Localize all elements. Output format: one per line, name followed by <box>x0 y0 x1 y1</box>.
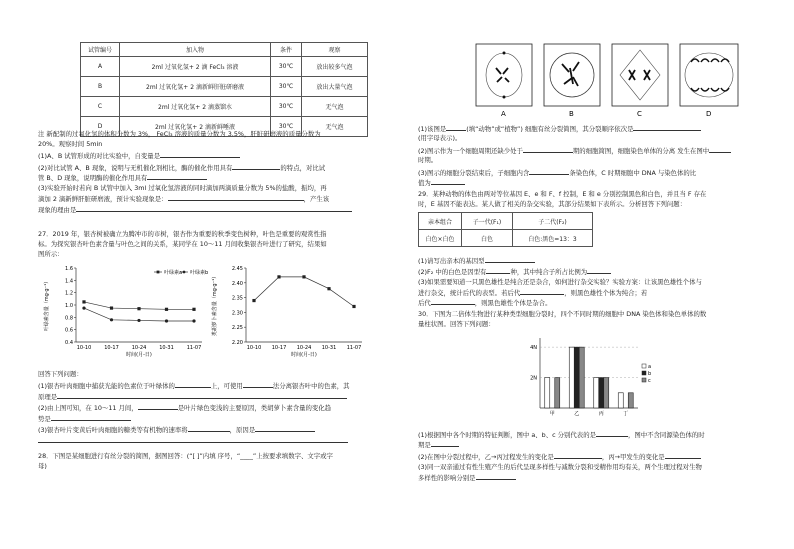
question-line <box>418 146 731 155</box>
legend-label: 叶绿素a <box>164 270 183 276</box>
question-line <box>418 178 465 187</box>
question-text: 滴加 2 滴新鲜肝脏研磨液，预计实验现象是： <box>38 195 168 203</box>
answer-blank[interactable] <box>168 194 304 201</box>
question-text: ，丙→甲发生的变化是 <box>601 453 665 461</box>
answer-blank[interactable] <box>529 168 569 175</box>
q29-intro: 时，E 基因不能表达。某人做了相关的杂交实验，其部分结果如下表所示。分析回答下列问题： <box>418 200 687 208</box>
bar <box>555 378 560 408</box>
question-line <box>418 168 696 177</box>
y-tick-label: 2.40 <box>231 280 243 287</box>
table-row <box>81 97 368 117</box>
chromosomes <box>496 68 509 82</box>
question-line <box>38 151 240 160</box>
answer-blank[interactable] <box>175 381 211 388</box>
question-text: (2)由上图可知，在 10～11 月间， <box>38 404 138 412</box>
y-axis-label: 叶绿素含量（mg·g⁻¹） <box>44 278 50 332</box>
question-text: 是叶片绿色变浅的主要原因，类胡萝卜素含量的变化趋 <box>177 404 332 412</box>
figure-label-b: B <box>569 110 574 118</box>
question-text: (1)根据图中各个时期的特征判断，图中 a、b、c 分别代表的是 <box>418 431 596 439</box>
x-tick-label: 10-31 <box>321 345 337 351</box>
answer-blank[interactable] <box>446 124 466 131</box>
question-text: (2)在图中分裂过程中，乙→丙过程发生的变化是 <box>418 453 554 461</box>
chromosomes <box>691 59 729 91</box>
question-text: (3)图示的细胞分裂结束后，子细胞内含 <box>418 169 530 177</box>
answer-blank[interactable] <box>76 205 352 212</box>
figure-label-a: A <box>501 110 506 118</box>
question-text: (3)银杏叶片变黄后叶肉细胞的糖类等有机物的速率将 <box>38 426 188 434</box>
question-line <box>38 194 329 203</box>
table-cell: 放出大量气泡 <box>302 77 368 97</box>
question-line <box>38 392 347 401</box>
data-point <box>110 318 113 321</box>
note-line: 20%。观察时间 5min <box>38 140 103 148</box>
x-tick-label: 11-07 <box>186 345 202 351</box>
q29-intro: 29．某种动物的体色由两对等位基因 E、e 和 F、f 控制，E 和 e 分别控制黑色和白色，并且当 F 存在 <box>418 190 707 198</box>
cell-c <box>612 44 668 106</box>
table-header: 子二代(F₂) <box>513 213 593 230</box>
table-row <box>81 77 368 97</box>
answer-blank[interactable] <box>665 452 701 459</box>
x-tick-label: 10-31 <box>159 345 174 351</box>
question-text: 后代 <box>418 299 431 307</box>
chlorophyll-line-chart <box>42 262 210 366</box>
question-line: (3)如果需要知道一只黑色雄性是纯合还是杂合，如何进行杂交实验？实验方案：让该黑色雄性个体与 <box>418 278 702 286</box>
x-tick-label: 10-10 <box>246 345 262 351</box>
cross-result-table <box>418 212 593 247</box>
bar <box>599 378 604 408</box>
table-cell: 2ml 过氧化氢+ 2 滴新鲜肝脏研磨液 <box>120 77 271 97</box>
answer-blank[interactable] <box>38 436 348 443</box>
answer-blank[interactable] <box>633 124 701 131</box>
answer-blank[interactable] <box>520 288 564 295</box>
bar <box>618 393 623 408</box>
table-row <box>419 230 593 247</box>
data-point <box>302 275 305 278</box>
table-header: 亲本组合 <box>419 213 462 230</box>
y-tick-label: 1.4 <box>65 278 73 285</box>
table-cell: 无气泡 <box>302 97 368 117</box>
answer-blank[interactable] <box>147 173 207 180</box>
answer-blank[interactable] <box>431 178 465 185</box>
bar <box>604 378 609 408</box>
bar <box>579 347 584 408</box>
question-line: (3)实验开始时若向 B 试管中加入 3ml 过氧化氢溶液的同时滴加两滴质量分数为 5%的盐酸，振均，再 <box>38 184 327 192</box>
legend-swatch <box>642 378 646 382</box>
table-cell: D <box>81 117 120 137</box>
q28-intro: 28．下图是某细胞进行有丝分裂的简图，据图回答：(“[ ]”内填 序号，“____”上按要求填数字、文字或字 <box>38 452 333 460</box>
question-line <box>418 430 705 439</box>
question-line <box>418 452 701 461</box>
chromosomes <box>629 70 650 80</box>
legend-marker <box>183 271 186 274</box>
legend-swatch <box>642 364 646 368</box>
answer-blank[interactable] <box>51 414 131 421</box>
table-cell: 30℃ <box>271 97 302 117</box>
cell-d <box>680 44 738 106</box>
left-column <box>38 0 378 549</box>
question-line <box>418 473 516 482</box>
chromosomes <box>562 62 579 86</box>
x-tick-label: 10-17 <box>271 345 287 351</box>
question-line <box>38 414 131 423</box>
question-line <box>418 288 647 297</box>
x-tick-label: 10-24 <box>131 345 147 351</box>
question-text: 势是 <box>38 415 51 423</box>
carotenoid-line-chart <box>210 262 370 366</box>
data-point <box>192 319 195 322</box>
y-tick-label: 2.30 <box>231 310 243 317</box>
bar <box>545 378 550 408</box>
question-text: 多样性的影响分别是 <box>418 474 476 482</box>
answer-blank[interactable] <box>587 267 611 274</box>
question-text: 条染色体，C 时期细胞中 DNA 与染色体的比 <box>569 169 697 177</box>
series-line <box>254 277 354 307</box>
y-tick-label: 2.35 <box>231 295 243 302</box>
table-cell: 2ml 过氧化氢+ 2 滴新鲜唾液 <box>120 117 271 137</box>
table-header: 试管编号 <box>81 43 120 57</box>
y-tick-label: 1.0 <box>65 303 73 309</box>
question-text: (2)F₂ 中的白色是因型有 <box>418 268 487 276</box>
figure-label-d: D <box>706 110 712 118</box>
data-point <box>327 287 330 290</box>
y-tick-label: 4N <box>530 345 537 352</box>
question-line <box>418 440 459 449</box>
question-text: 法分离银杏叶中的色素，其 <box>272 382 350 390</box>
question-text: 管 B、D 现象，说明酶的催化作用具有 <box>38 174 148 182</box>
cell-wall <box>612 44 668 106</box>
table-header: 子一代(F₁) <box>462 213 513 230</box>
answer-blank[interactable] <box>431 440 459 447</box>
answer-blank[interactable] <box>596 430 628 437</box>
question-text: 现象的理由是 <box>38 206 77 214</box>
spindle <box>486 53 522 97</box>
question-text: 的特点，对比试 <box>280 164 326 172</box>
question-line: (3)同一双亲通过有性生殖产生的后代呈现多样性与减数分裂和受精作用均有关，两个生理过程对生物 <box>418 463 702 471</box>
x-tick-label: 丁 <box>623 411 629 417</box>
question-text: 进行杂交，统计后代的表型。若后代 <box>418 289 521 297</box>
note-line: 注 新配制的过氧化氢的体积分数为 3%， FeCl₃ 溶液的质量分数为 3.5%，肝脏研磨液的质量分数为 <box>38 130 321 138</box>
y-tick-label: 0.8 <box>65 315 73 322</box>
answer-blank[interactable] <box>554 452 602 459</box>
dna-chromosome-bar-chart <box>518 332 658 422</box>
question-text: (1)该图是 <box>418 125 447 133</box>
table-cell: 白色×白色 <box>419 230 462 247</box>
table-row <box>81 57 368 77</box>
table-cell: 30℃ <box>271 57 302 77</box>
question-text: (2)对比试管 A、B 现象，说明与无机催化剂相比，酶的催化作用具有 <box>38 164 233 172</box>
y-tick-label: 1.2 <box>65 290 73 297</box>
question-text: ，则黑色雄性个体是杂合。 <box>474 299 552 307</box>
question-text: (填“动物”或“植物”) 细胞有丝分裂简图，其分裂顺序依次是 <box>466 125 634 133</box>
question-text: ，产生该 <box>303 195 330 203</box>
question-text: (1)银杏叶肉细胞中捕获光能的色素位于叶绿体的 <box>38 382 175 390</box>
table-header: 加入物 <box>120 43 271 57</box>
question-text: (1)A、B 试管形成的对比实验中，自变量是 <box>38 152 161 160</box>
answer-blank[interactable] <box>476 473 516 480</box>
table-header: 观察 <box>302 43 368 57</box>
mitosis-figure <box>474 42 744 118</box>
pole <box>503 96 506 99</box>
question-text: 期的细胞简图，细胞染色单体的分离 发生在图中 <box>572 147 710 155</box>
y-tick-label: 2.25 <box>231 325 243 332</box>
answer-blank[interactable] <box>709 146 731 153</box>
question-text: (2)图示作为一个细胞周期还缺少处于 <box>418 147 523 155</box>
figure-label-c: C <box>637 110 642 118</box>
table-cell: 白色:黑色=13：3 <box>513 230 593 247</box>
question-line <box>418 298 551 307</box>
table-cell: 放出较多气泡 <box>302 57 368 77</box>
data-point <box>277 275 280 278</box>
q28-intro: 母) <box>38 462 47 470</box>
cell-b <box>544 44 600 106</box>
answer-blank[interactable] <box>486 267 510 274</box>
question-text: 种，其中纯合子所占比例为 <box>510 268 588 276</box>
x-tick-label: 10-17 <box>104 345 119 351</box>
x-tick-label: 乙 <box>574 411 580 417</box>
answer-blank[interactable] <box>138 403 178 410</box>
x-axis-label: 时间(月-日) <box>291 352 317 358</box>
q27-answer-intro: 回答下列问题： <box>38 370 83 378</box>
bar <box>574 347 579 408</box>
q27-intro: 27．2019 年，银杏树被确立为腾冲市的市树，银杏作为重要的秋季变色树种，叶色是重要的观赏性指 <box>38 230 327 238</box>
table-cell: 2ml 过氧化氢+ 2 滴 FeCl₃ 溶液 <box>120 57 271 77</box>
table-cell: 30℃ <box>271 77 302 97</box>
table-header: 条件 <box>271 43 302 57</box>
question-line <box>38 173 207 182</box>
legend-label: b <box>648 371 652 377</box>
legend-label: a <box>648 364 652 370</box>
question-text: 上，可使用 <box>210 382 243 390</box>
data-point <box>165 308 168 311</box>
enzyme-experiment-table <box>80 42 368 137</box>
question-line <box>38 381 350 390</box>
answer-blank[interactable] <box>160 151 240 158</box>
answer-blank[interactable] <box>485 256 535 263</box>
q30-intro: 量柱状图。回答下列问题： <box>418 320 495 328</box>
question-text: 原理是 <box>38 393 58 401</box>
question-text: ，则黑色雄性个体为纯合；若 <box>564 289 648 297</box>
question-text: ，原因是 <box>229 426 256 434</box>
data-point <box>165 319 168 322</box>
q27-intro: 图所示： <box>38 250 64 258</box>
table-header-row <box>81 43 368 57</box>
legend-swatch <box>642 371 646 375</box>
legend-marker <box>157 271 160 274</box>
table-header-row <box>419 213 593 230</box>
question-line: 时期。 <box>418 156 438 164</box>
question-line <box>38 425 315 434</box>
x-tick-label: 甲 <box>549 411 555 417</box>
y-tick-label: 0.4 <box>65 340 73 346</box>
legend-label: 叶绿素b <box>190 270 209 276</box>
data-point <box>137 307 140 310</box>
bar <box>594 378 599 408</box>
question-line <box>418 256 535 265</box>
y-axis-label: 类胡萝卜素含量（mg·g⁻¹） <box>212 273 218 337</box>
pole <box>503 52 506 55</box>
question-text: 期是 <box>418 441 431 449</box>
answer-blank[interactable] <box>243 381 273 388</box>
question-line <box>38 436 348 445</box>
question-line: (用字母表示)。 <box>418 134 462 142</box>
table-cell: 白色 <box>462 230 513 247</box>
x-tick-label: 丙 <box>598 411 604 417</box>
x-tick-label: 11-07 <box>346 345 362 351</box>
y-tick-label: 1.6 <box>65 266 73 272</box>
answer-blank[interactable] <box>188 425 230 432</box>
table-cell: 无气泡 <box>302 117 368 137</box>
x-tick-label: 10-10 <box>76 345 92 351</box>
data-point <box>110 306 113 309</box>
x-axis-label: 时间(月-日) <box>126 352 152 358</box>
data-point <box>137 319 140 322</box>
x-tick-label: 10-24 <box>296 345 312 351</box>
y-tick-label: 2.20 <box>231 340 243 346</box>
answer-blank[interactable] <box>255 425 315 432</box>
legend-label: c <box>648 378 651 384</box>
table-cell: 30℃ <box>271 117 302 137</box>
question-line <box>38 163 325 172</box>
table-cell: A <box>81 57 120 77</box>
question-text: ，图中不含同源染色体的时 <box>627 431 705 439</box>
question-text: (1)请写出亲本的基因型 <box>418 257 485 265</box>
y-tick-label: 2.45 <box>231 266 243 272</box>
question-line <box>38 205 352 214</box>
table-cell: 2ml 过氧化氢+ 2 滴蒸馏水 <box>120 97 271 117</box>
question-text: 值为 <box>418 179 431 187</box>
table-cell: B <box>81 77 120 97</box>
data-point <box>192 308 195 311</box>
cell-a <box>476 44 532 106</box>
table-cell: C <box>81 97 120 117</box>
bar <box>628 393 633 408</box>
bar <box>569 347 574 408</box>
data-point <box>82 306 85 309</box>
q27-intro: 标。为探究银杏叶色素含量与叶色之间的关系，某同学在 10～11 月间收集银杏叶进行了研究，结果如 <box>38 240 327 248</box>
q30-intro: 30．下图为二倍体生物进行某种类型细胞分裂时，四个不同时期的细胞中 DNA 染色体和染色单体的数 <box>418 310 707 318</box>
question-line <box>38 403 331 412</box>
answer-blank[interactable] <box>57 392 347 399</box>
question-line <box>418 267 611 276</box>
answer-blank[interactable] <box>431 298 475 305</box>
question-line <box>418 124 701 133</box>
right-column <box>418 0 763 549</box>
y-tick-label: 2N <box>530 375 537 382</box>
data-point <box>352 305 355 308</box>
answer-blank[interactable] <box>523 146 573 153</box>
data-point <box>82 300 85 303</box>
spindle <box>620 50 660 100</box>
data-point <box>252 299 255 302</box>
y-tick-label: 0.6 <box>65 327 73 334</box>
answer-blank[interactable] <box>232 163 280 170</box>
